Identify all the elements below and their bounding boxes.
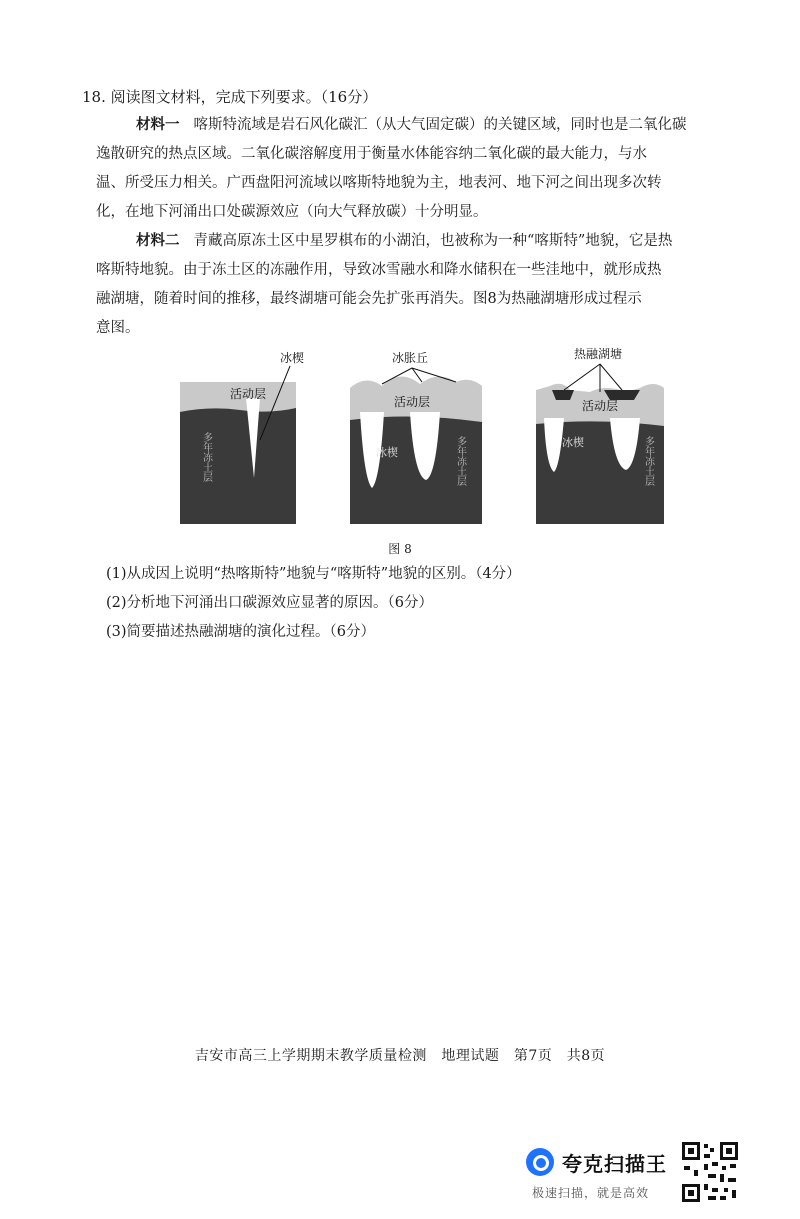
label-permafrost: 多年冻土层: [454, 436, 466, 486]
label-active-layer: 活动层: [230, 387, 267, 401]
material-two-line: 意图。: [96, 320, 140, 336]
material-two: [96, 226, 728, 343]
material-one-line: 逸散研究的热点区域。二氧化碳溶解度用于衡量水体能容纳二氧化碳的最大能力，与水: [96, 146, 647, 162]
label-permafrost-vertical: [201, 432, 213, 483]
subquestion-1: (1)从成因上说明“热喀斯特”地貌与“喀斯特”地貌的区别。（4分）: [106, 566, 521, 582]
material-two-line: 喀斯特地貌。由于冻土区的冻融作用，导致冰雪融水和降水储积在一些洼地中，就形成热: [96, 262, 662, 278]
scanner-watermark: [524, 1142, 674, 1202]
page-footer: 吉安市高三上学期期末教学质量检测 地理试题 第7页 共8页: [194, 1048, 606, 1064]
qr-code-icon: [680, 1140, 740, 1204]
brand-slogan: 极速扫描，就是高效: [532, 1186, 650, 1200]
figure-8-diagram: [170, 340, 670, 540]
material-two-line: 青藏高原冻土区中星罗棋布的小湖泊，也被称为一种“喀斯特”地貌，它是热: [193, 233, 673, 249]
material-one-line: 化，在地下河涌出口处碳源效应（向大气释放碳）十分明显。: [96, 204, 488, 220]
question-heading: 18. 阅读图文材料，完成下列要求。（16分）: [82, 88, 378, 106]
subquestion-3: (3)简要描述热融湖塘的演化过程。（6分）: [106, 624, 376, 640]
material-one: [96, 110, 728, 227]
material-one-line: 温、所受压力相关。广西盘阳河流域以喀斯特地貌为主，地表河、地下河之间出现多次转: [96, 175, 662, 191]
material-two-label: 材料二: [136, 232, 180, 249]
panel-ice-wedge: [180, 350, 304, 524]
leader-line: [600, 364, 622, 390]
panel-thermokarst-pond: [536, 346, 664, 524]
permafrost-layer: [180, 408, 296, 524]
panel-pingo: [350, 350, 482, 524]
label-pingo: 冰胀丘: [392, 351, 429, 365]
label-active-layer: 活动层: [582, 399, 619, 413]
label-ice-wedge: 冰楔: [562, 436, 584, 449]
leader-line: [564, 364, 600, 390]
subquestion-2: (2)分析地下河涌出口碳源效应显著的原因。（6分）: [106, 595, 434, 611]
label-permafrost-vertical: [455, 436, 467, 487]
material-two-line: 融湖塘，随着时间的推移，最终湖塘可能会先扩张再消失。图8为热融湖塘形成过程示: [96, 291, 642, 307]
label-ice-wedge: 冰楔: [376, 446, 398, 459]
label-thermokarst-pond: 热融湖塘: [574, 347, 623, 361]
label-active-layer: 活动层: [394, 395, 431, 409]
quark-logo-icon: [526, 1148, 554, 1176]
label-permafrost: 多年冻土层: [642, 436, 654, 486]
label-permafrost: 多年冻土层: [200, 432, 212, 482]
brand-name: 夸克扫描王: [562, 1152, 667, 1176]
material-one-label: 材料一: [136, 116, 180, 133]
material-one-line: 喀斯特流域是岩石风化碳汇（从大气固定碳）的关键区域，同时也是二氧化碳: [193, 117, 687, 133]
label-ice-wedge: 冰楔: [280, 351, 305, 365]
label-permafrost-vertical: [643, 436, 655, 487]
figure-caption: 图 8: [388, 542, 412, 556]
